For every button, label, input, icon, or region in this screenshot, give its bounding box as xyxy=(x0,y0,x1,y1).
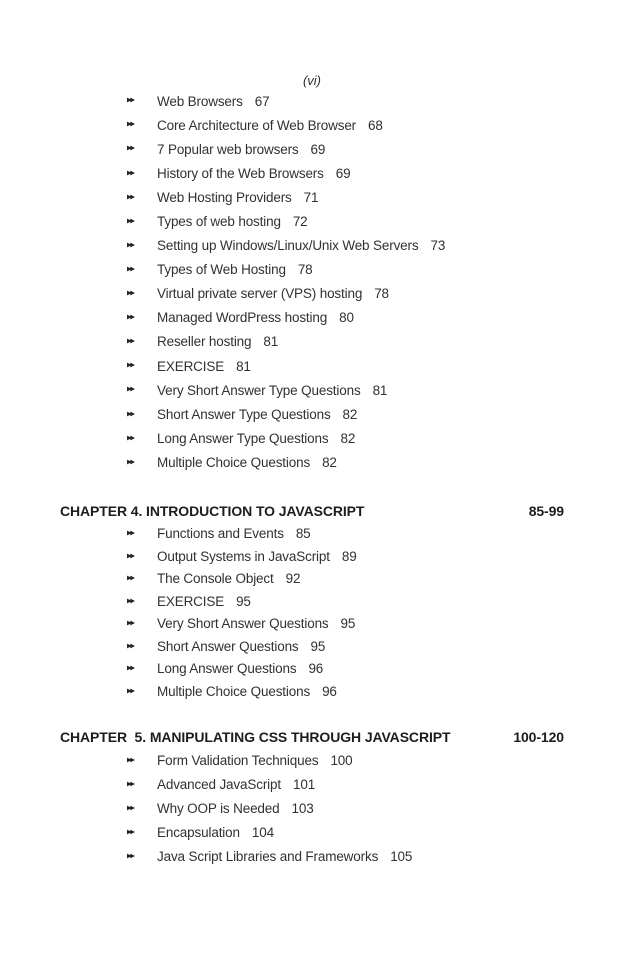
chapter-heading-row xyxy=(0,726,624,749)
entry-page-number: 104 xyxy=(251,825,274,841)
entry-page-number: 105 xyxy=(390,849,413,865)
double-arrow-bullet-icon: ▸▸ xyxy=(127,826,134,838)
entry-page-number: 95 xyxy=(340,616,356,632)
double-arrow-bullet-icon: ▸▸ xyxy=(127,527,134,539)
double-arrow-bullet-icon: ▸▸ xyxy=(127,215,134,227)
entry-title: EXERCISE xyxy=(157,358,225,374)
entry-title: Java Script Libraries and Frameworks xyxy=(157,849,379,865)
entry-title: 7 Popular web browsers xyxy=(157,141,299,157)
toc-entry xyxy=(0,545,624,568)
toc-entry xyxy=(0,402,624,426)
entry-title: Core Architecture of Web Browser xyxy=(157,117,357,133)
toc-entry xyxy=(0,330,624,354)
entry-page-number: 95 xyxy=(310,638,326,654)
entry-title: Multiple Choice Questions xyxy=(157,454,311,470)
double-arrow-bullet-icon: ▸▸ xyxy=(127,550,134,561)
entry-page-number: 81 xyxy=(372,382,388,398)
table-of-contents xyxy=(0,89,624,869)
double-arrow-bullet-icon: ▸▸ xyxy=(127,191,134,203)
double-arrow-bullet-icon: ▸▸ xyxy=(127,311,134,323)
double-arrow-bullet-icon: ▸▸ xyxy=(127,94,134,106)
toc-entry xyxy=(0,258,624,282)
toc-entry xyxy=(0,113,624,137)
entry-title: Why OOP is Needed xyxy=(157,801,280,817)
toc-entry xyxy=(0,450,624,474)
entry-page-number: 68 xyxy=(368,117,383,133)
entry-page-number: 78 xyxy=(297,262,313,278)
toc-entry xyxy=(0,137,624,161)
chapter-page-range: 85-99 xyxy=(528,503,564,519)
double-arrow-bullet-icon: ▸▸ xyxy=(127,359,134,371)
entry-page-number: 69 xyxy=(310,141,326,157)
entry-title: Long Answer Questions xyxy=(157,661,297,677)
page-number-folio: (vi) xyxy=(302,73,322,88)
entry-title: Functions and Events xyxy=(157,526,284,542)
entry-page-number: 85 xyxy=(295,526,311,542)
toc-entry xyxy=(0,378,624,402)
double-arrow-bullet-icon: ▸▸ xyxy=(127,850,134,862)
double-arrow-bullet-icon: ▸▸ xyxy=(127,167,134,179)
entry-page-number: 96 xyxy=(308,661,324,677)
toc-entry xyxy=(0,306,624,330)
toc-section xyxy=(0,500,624,703)
double-arrow-bullet-icon: ▸▸ xyxy=(127,142,134,154)
toc-section xyxy=(0,89,624,475)
entry-title: Encapsulation xyxy=(157,825,240,841)
entry-title: The Console Object xyxy=(157,571,274,587)
double-arrow-bullet-icon: ▸▸ xyxy=(127,456,134,468)
toc-entry xyxy=(0,797,624,821)
chapter-page-range: 100-120 xyxy=(513,729,564,745)
entry-title: Virtual private server (VPS) hosting xyxy=(157,286,363,302)
entry-title: Very Short Answer Type Questions xyxy=(157,382,361,398)
entry-page-number: 96 xyxy=(322,683,337,699)
entry-page-number: 95 xyxy=(236,593,251,609)
double-arrow-bullet-icon: ▸▸ xyxy=(127,118,134,130)
entry-page-number: 81 xyxy=(236,358,251,374)
toc-entry xyxy=(0,773,624,797)
entry-page-number: 82 xyxy=(322,454,337,470)
chapter-heading-row xyxy=(0,500,624,523)
entry-title: Types of Web Hosting xyxy=(157,262,286,278)
entry-page-number: 89 xyxy=(341,548,357,564)
double-arrow-bullet-icon: ▸▸ xyxy=(127,778,134,790)
double-arrow-bullet-icon: ▸▸ xyxy=(127,432,134,444)
entry-title: Multiple Choice Questions xyxy=(157,683,311,699)
toc-entry xyxy=(0,161,624,185)
entry-page-number: 100 xyxy=(330,753,353,769)
entry-page-number: 82 xyxy=(340,430,356,446)
entry-page-number: 69 xyxy=(335,165,351,181)
double-arrow-bullet-icon: ▸▸ xyxy=(127,595,134,606)
double-arrow-bullet-icon: ▸▸ xyxy=(127,263,134,275)
toc-entry xyxy=(0,234,624,258)
toc-entry xyxy=(0,185,624,209)
double-arrow-bullet-icon: ▸▸ xyxy=(127,754,134,766)
entry-title: Advanced JavaScript xyxy=(157,777,281,793)
entry-page-number: 92 xyxy=(285,571,301,587)
toc-entry xyxy=(0,821,624,845)
double-arrow-bullet-icon: ▸▸ xyxy=(127,239,134,251)
double-arrow-bullet-icon: ▸▸ xyxy=(127,685,134,696)
entry-page-number: 80 xyxy=(339,310,354,326)
entry-title: Form Validation Techniques xyxy=(157,753,319,769)
double-arrow-bullet-icon: ▸▸ xyxy=(127,662,134,674)
entry-title: Short Answer Questions xyxy=(157,638,299,654)
toc-entry xyxy=(0,209,624,233)
toc-entry xyxy=(0,635,624,658)
double-arrow-bullet-icon: ▸▸ xyxy=(127,335,134,347)
entry-title: Short Answer Type Questions xyxy=(157,406,331,422)
entry-title: Long Answer Type Questions xyxy=(157,430,329,446)
entry-title: Output Systems in JavaScript xyxy=(157,548,330,564)
toc-entry xyxy=(0,89,624,113)
entry-title: Reseller hosting xyxy=(157,334,252,350)
entry-title: Setting up Windows/Linux/Unix Web Servers xyxy=(157,238,419,254)
double-arrow-bullet-icon: ▸▸ xyxy=(127,617,134,629)
entry-title: Types of web hosting xyxy=(157,214,281,230)
entry-page-number: 67 xyxy=(254,93,270,109)
entry-title: History of the Web Browsers xyxy=(157,165,324,181)
toc-entry xyxy=(0,523,624,546)
entry-title: Very Short Answer Questions xyxy=(157,616,329,632)
toc-section xyxy=(0,726,624,869)
toc-entry xyxy=(0,680,624,703)
double-arrow-bullet-icon: ▸▸ xyxy=(127,383,134,395)
chapter-title: CHAPTER 4. INTRODUCTION TO JAVASCRIPT xyxy=(60,503,365,519)
entry-page-number: 81 xyxy=(263,334,279,350)
entry-title: Managed WordPress hosting xyxy=(157,310,328,326)
entry-page-number: 103 xyxy=(291,801,314,817)
entry-title: EXERCISE xyxy=(157,593,225,609)
double-arrow-bullet-icon: ▸▸ xyxy=(127,802,134,814)
entry-page-number: 78 xyxy=(374,286,389,302)
entry-title: Web Browsers xyxy=(157,93,243,109)
toc-entry xyxy=(0,613,624,636)
entry-page-number: 71 xyxy=(303,189,319,205)
double-arrow-bullet-icon: ▸▸ xyxy=(127,287,134,299)
toc-entry xyxy=(0,749,624,773)
double-arrow-bullet-icon: ▸▸ xyxy=(127,408,134,420)
chapter-title: CHAPTER 5. MANIPULATING CSS THROUGH JAVASCRIPT xyxy=(60,729,451,745)
toc-entry xyxy=(0,354,624,378)
entry-title: Web Hosting Providers xyxy=(157,189,292,205)
double-arrow-bullet-icon: ▸▸ xyxy=(127,640,134,651)
toc-entry xyxy=(0,845,624,869)
entry-page-number: 101 xyxy=(292,777,316,793)
toc-entry xyxy=(0,590,624,613)
entry-page-number: 72 xyxy=(292,214,308,230)
toc-entry xyxy=(0,568,624,591)
toc-entry xyxy=(0,658,624,681)
toc-entry xyxy=(0,282,624,306)
entry-page-number: 73 xyxy=(430,238,446,254)
toc-entry xyxy=(0,426,624,450)
double-arrow-bullet-icon: ▸▸ xyxy=(127,572,134,584)
entry-page-number: 82 xyxy=(342,406,358,422)
